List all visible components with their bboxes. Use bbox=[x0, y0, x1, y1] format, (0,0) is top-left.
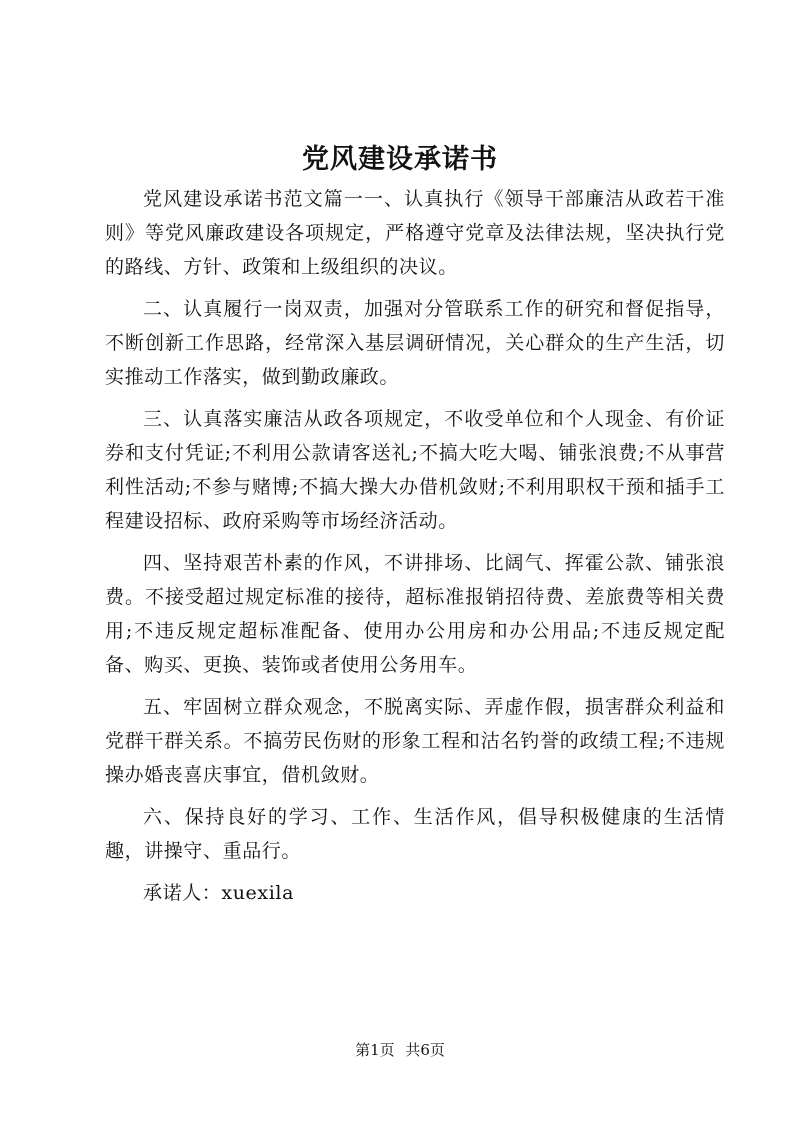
paragraph-5: 五、牢固树立群众观念，不脱离实际、弄虚作假，损害群众利益和党群干群关系。不搞劳民伤财的形象工程和沽名钓誉的政绩工程;不违规操办婚丧喜庆事宜，借机敛财。 bbox=[105, 696, 725, 786]
page-total: 共6页 bbox=[405, 1041, 445, 1059]
document-title: 党风建设承诺书 bbox=[302, 144, 498, 175]
paragraph-2: 二、认真履行一岗双责，加强对分管联系工作的研究和督促指导，不断创新工作思路，经常深入基层调研情况，关心群众的生产生活，切实推动工作落实，做到勤政廉政。 bbox=[105, 298, 725, 388]
paragraph-1: 党风建设承诺书范文篇一一、认真执行《领导干部廉洁从政若干准则》等党风廉政建设各项规定，严格遵守党章及法律法规，坚决执行党的路线、方针、政策和上级组织的决议。 bbox=[105, 188, 725, 278]
paragraph-6: 六、保持良好的学习、工作、生活作风，倡导积极健康的生活情趣，讲操守、重品行。 bbox=[105, 806, 725, 862]
paragraph-4: 四、坚持艰苦朴素的作风，不讲排场、比阔气、挥霍公款、铺张浪费。不接受超过规定标准的接待，超标准报销招待费、差旅费等相关费用;不违反规定超标准配备、使用办公用房和办公用品;不违反规定配备、购买、更换、装饰或者使用公务用车。 bbox=[105, 552, 725, 676]
page-number: 第1页 bbox=[355, 1041, 395, 1059]
paragraph-3: 三、认真落实廉洁从政各项规定，不收受单位和个人现金、有价证券和支付凭证;不利用公款请客送礼;不搞大吃大喝、铺张浪费;不从事营利性活动;不参与赌博;不搞大操大办借机敛财;不利用职权干预和插手工程建设招标、政府采购等市场经济活动。 bbox=[105, 408, 725, 532]
signature-line: 承诺人：xuexila bbox=[143, 882, 294, 904]
document-body bbox=[105, 182, 725, 910]
page-footer bbox=[0, 1040, 800, 1060]
